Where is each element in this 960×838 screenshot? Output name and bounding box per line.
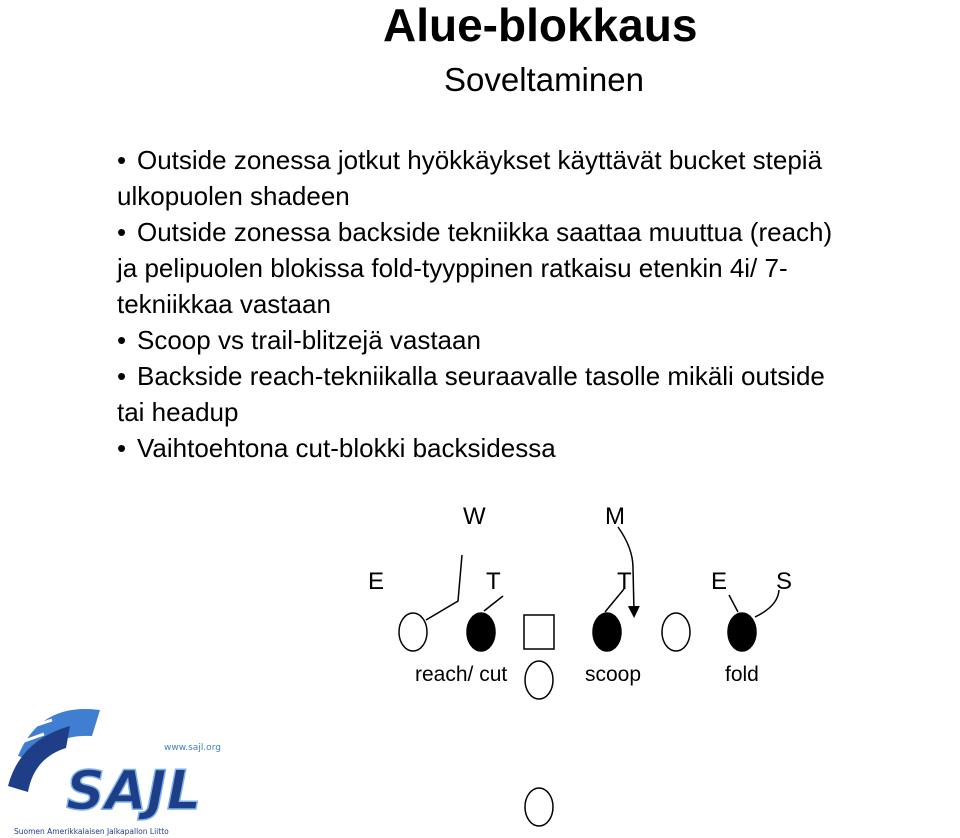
bullet-text-continued: tekniikkaa vastaan — [117, 289, 331, 319]
block-path-scoop — [605, 589, 624, 612]
technique-label-reach-cut: reach/ cut — [415, 663, 508, 686]
player-running-back — [525, 788, 553, 826]
defender-label-w: W — [463, 503, 486, 530]
block-path-cut — [484, 596, 503, 611]
svg-text:www.sajl.org: www.sajl.org — [164, 743, 221, 753]
slide-title: Alue-blokkaus — [383, 0, 698, 51]
player-left-tackle — [399, 613, 427, 651]
player-left-guard — [467, 613, 495, 651]
player-right-guard — [593, 613, 621, 651]
bullet-text-continued: ja pelipuolen blokissa fold-tyyppinen ratkaisu etenkin 4i/ 7- — [117, 253, 788, 283]
technique-label-scoop: scoop — [585, 663, 642, 686]
linebacker-blitz-path — [618, 527, 634, 612]
sajl-logo — [0, 696, 235, 838]
bullet-text: Outside zonessa backside tekniikka saattaa muuttua (reach) — [137, 217, 833, 247]
defender-label-s: S — [776, 568, 793, 595]
svg-text:SAJL: SAJL — [66, 759, 202, 822]
player-right-tackle — [662, 613, 690, 651]
technique-label-fold: fold — [725, 663, 759, 686]
block-path-fold-tackle — [729, 595, 738, 612]
bullet-text-continued: tai headup — [117, 397, 239, 427]
block-path-fold-end — [755, 590, 779, 617]
svg-text:Suomen Amerikkalaisen Jalkapal: Suomen Amerikkalaisen Jalkapallon Liitto — [14, 827, 169, 836]
bullet-text: Backside reach-tekniikalla seuraavalle tasolle mikäli outside — [137, 361, 825, 391]
block-path-reach — [426, 555, 462, 620]
defender-label-e-right: E — [711, 568, 728, 595]
player-center — [524, 615, 554, 649]
defender-label-m: M — [605, 503, 625, 530]
bullet-text: Outside zonessa jotkut hyökkäykset käyttävät bucket stepiä — [137, 145, 823, 175]
defender-label-t-left: T — [486, 568, 501, 595]
bullet-text: Vaihtoehtona cut-blokki backsidessa — [137, 433, 556, 463]
slide-subtitle: Soveltaminen — [444, 61, 644, 98]
defender-label-t-right: T — [617, 568, 632, 595]
defender-label-e-left: E — [368, 568, 385, 595]
player-quarterback — [525, 661, 553, 699]
bullet-text: Scoop vs trail-blitzejä vastaan — [137, 325, 481, 355]
bullet-text-continued: ulkopuolen shadeen — [117, 181, 350, 211]
player-tight-end — [728, 613, 756, 651]
